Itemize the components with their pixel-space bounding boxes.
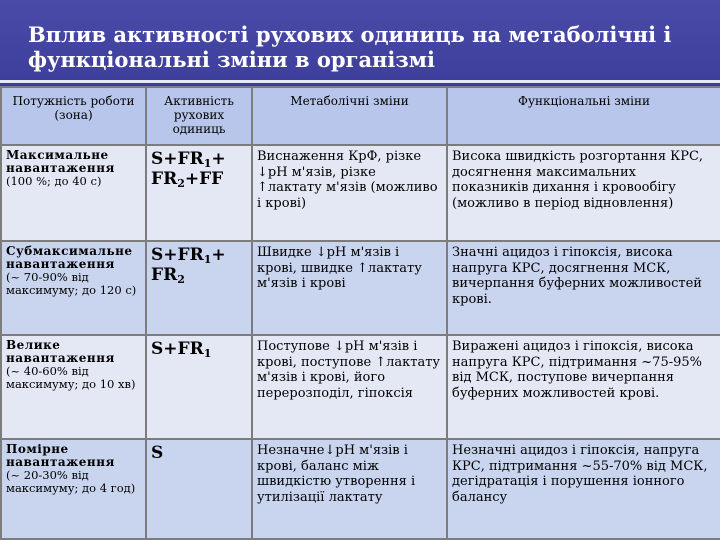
table-row [1, 241, 720, 335]
activity-cell [146, 335, 252, 439]
table-row [1, 335, 720, 439]
functional-cell: Незначні ацидоз і гіпоксія, напруга КРС, підтримання ~55-70% від МСК, дегідратація і порушення іонного балансу [447, 439, 720, 539]
header-metabolic: Метаболічні зміни [252, 87, 447, 145]
zone-detail: (~ 20-30% від максимуму; до 4 год) [6, 468, 136, 495]
header-row [1, 87, 720, 145]
metabolic-cell: Швидке ↓pH м'язів і крові, швидке ↑лактату м'язів і крові [252, 241, 447, 335]
functional-cell: Висока швидкість розгортання КРС, досягнення максимальних показників дихання і кровообігу (можливо в період відновлення) [447, 145, 720, 241]
metabolic-cell: Поступове ↓pH м'язів і крові, поступове ↑лактату м'язів і крові, його перерозподіл, гіпоксія [252, 335, 447, 439]
activity-cell [146, 145, 252, 241]
zone-cell [1, 439, 146, 539]
zone-cell [1, 241, 146, 335]
functional-cell: Виражені ацидоз і гіпоксія, висока напруга КРС, підтримання ~75-95% від МСК, поступове вичерпання буферних можливостей крові. [447, 335, 720, 439]
activity-subscript: 2 [177, 273, 185, 286]
zone-detail: (100 %; до 40 с) [6, 174, 102, 188]
activity-cell [146, 241, 252, 335]
zone-name: Помірне навантаження [6, 442, 115, 469]
slide-title: Вплив активності рухових одиниць на метаболічні і функціональні зміни в організмі [28, 22, 672, 72]
metabolic-cell: Виснаження КрФ, різке ↓pH м'язів, різке ↑лактату м'язів (можливо і крові) [252, 145, 447, 241]
zone-detail: (~ 70-90% від максимуму; до 120 с) [6, 270, 137, 297]
header-functional: Функціональні зміни [447, 87, 720, 145]
header-zone: Потужність роботи (зона) [1, 87, 146, 145]
zone-cell [1, 145, 146, 241]
table-row [1, 439, 720, 539]
zone-cell [1, 335, 146, 439]
title-divider [0, 80, 720, 83]
effects-table [0, 86, 720, 540]
activity-subscript: 2 [177, 177, 185, 190]
activity-term: S [151, 443, 164, 463]
functional-cell: Значні ацидоз і гіпоксія, висока напруга КРС, досягнення МСК, вичерпання буферних можливостей крові. [447, 241, 720, 335]
zone-detail: (~ 40-60% від максимуму; до 10 хв) [6, 364, 136, 391]
header-activity: Активність рухових одиниць [146, 87, 252, 145]
activity-cell [146, 439, 252, 539]
metabolic-cell: Незначне↓pH м'язів і крові, баланс між швидкістю утворення і утилізації лактату [252, 439, 447, 539]
zone-name: Велике навантаження [6, 338, 115, 365]
zone-name: Максимальне навантаження [6, 148, 115, 175]
activity-term: + FR [151, 149, 226, 189]
activity-term: +FF [184, 169, 224, 189]
activity-subscript: 1 [203, 347, 212, 360]
activity-term: + FR [151, 245, 226, 285]
table-row [1, 145, 720, 241]
activity-term: S+FR [151, 245, 204, 265]
activity-term: S+FR [151, 339, 204, 359]
activity-subscript: 1 [203, 253, 212, 266]
activity-term: S+FR [151, 149, 204, 169]
activity-subscript: 1 [203, 157, 212, 170]
zone-name: Субмаксимальне навантаження [6, 244, 133, 271]
